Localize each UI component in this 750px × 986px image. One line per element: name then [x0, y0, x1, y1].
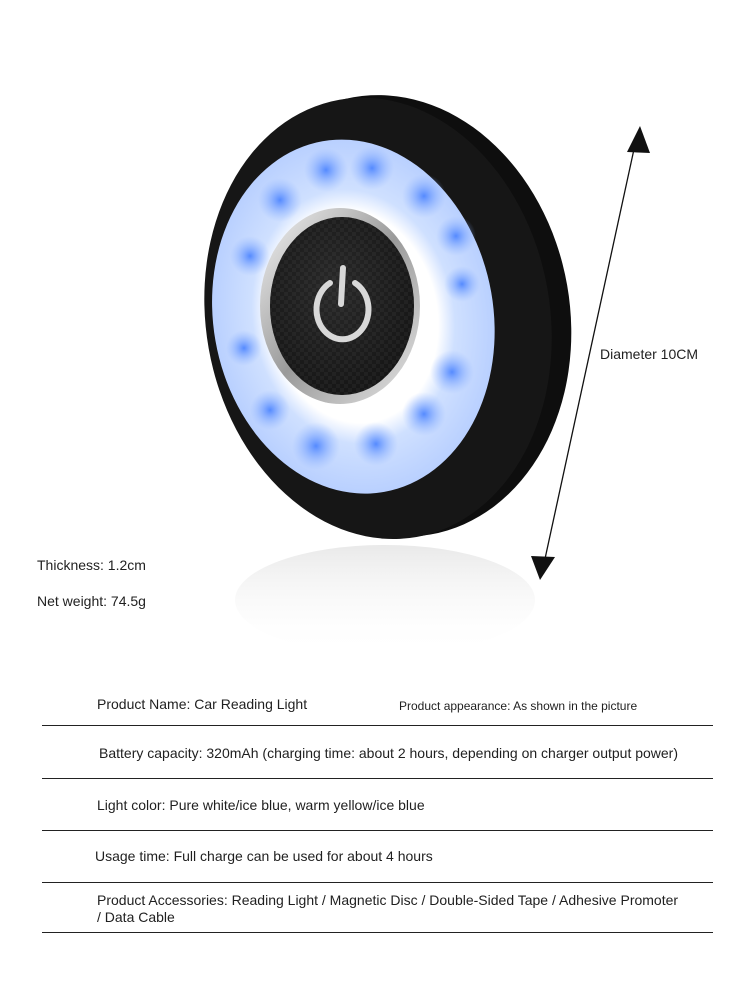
spec-usage-time: Usage time: Full charge can be used for about 4 hours	[95, 848, 433, 864]
power-button	[260, 208, 420, 404]
spec-battery: Battery capacity: 320mAh (charging time: about 2 hours, depending on charger output power)	[99, 745, 679, 761]
net-weight-label: Net weight: 74.5g	[37, 593, 146, 609]
spec-appearance: Product appearance: As shown in the picture	[399, 699, 638, 713]
divider	[42, 830, 713, 831]
spec-light-color: Light color: Pure white/ice blue, warm yellow/ice blue	[97, 797, 425, 813]
divider	[42, 725, 713, 726]
spec-accessories-cont: / Data Cable	[97, 909, 175, 925]
divider	[42, 932, 713, 933]
divider	[42, 778, 713, 779]
thickness-label: Thickness: 1.2cm	[37, 557, 146, 573]
spec-product-name: Product Name: Car Reading Light	[97, 696, 308, 712]
spec-accessories: Product Accessories: Reading Light / Magnetic Disc / Double-Sided Tape / Adhesive Promoter	[97, 892, 679, 908]
divider	[42, 882, 713, 883]
diameter-label: Diameter 10CM	[600, 346, 699, 362]
floor-reflection	[235, 545, 535, 655]
